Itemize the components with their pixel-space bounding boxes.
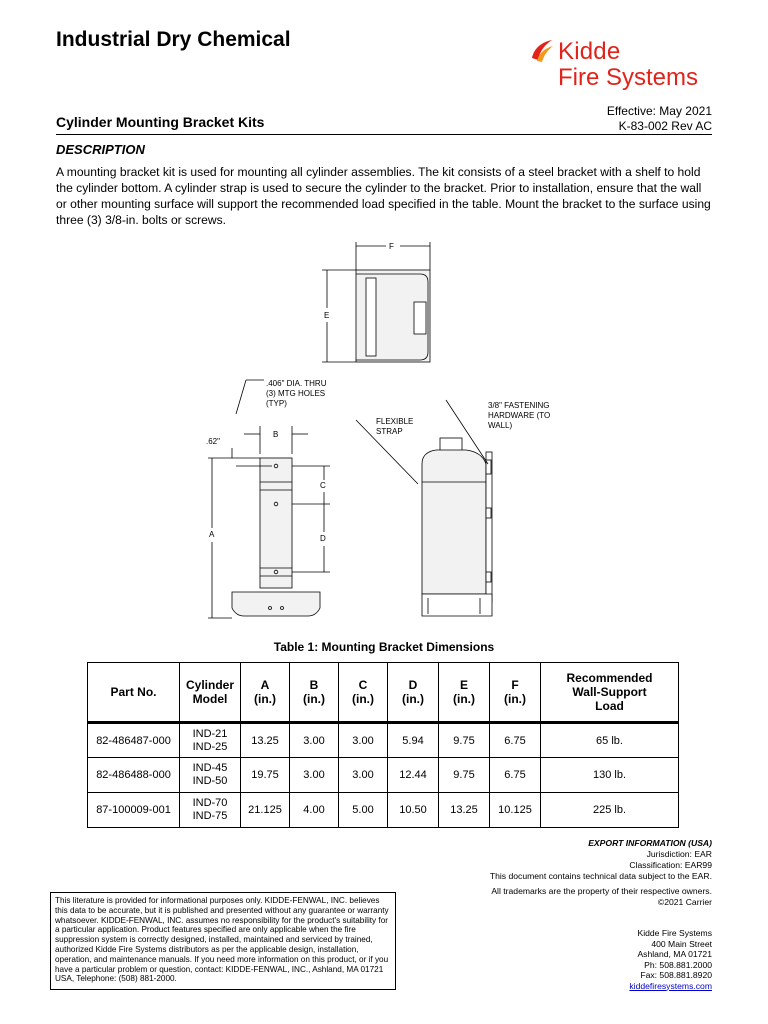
strap-callout-line2: STRAP xyxy=(376,427,403,436)
dim-label-a: A xyxy=(209,530,215,539)
website-link[interactable]: kiddefiresystems.com xyxy=(629,980,712,991)
holes-callout-line3: (TYP) xyxy=(266,399,287,408)
cell-f: 6.75 xyxy=(490,723,541,758)
cell-d: 10.50 xyxy=(388,793,439,828)
cell-part-no: 82-486488-000 xyxy=(88,758,180,793)
brand-subname: Fire Systems xyxy=(558,64,699,91)
cell-c: 3.00 xyxy=(339,758,388,793)
cell-b: 4.00 xyxy=(290,793,339,828)
cell-c: 5.00 xyxy=(339,793,388,828)
table-row xyxy=(88,758,679,793)
cell-load: 65 lb. xyxy=(541,723,679,758)
company-name: Kidde Fire Systems xyxy=(637,928,712,938)
cell-f: 6.75 xyxy=(490,758,541,793)
street-address: 400 Main Street xyxy=(651,938,712,949)
dim-label-c: C xyxy=(320,481,326,490)
export-information xyxy=(490,838,712,882)
export-jurisdiction: Jurisdiction: EAR xyxy=(646,849,712,859)
description-text: A mounting bracket kit is used for mounting all cylinder assemblies. The kit consists of a steel bracket with a shelf to hold the cylinder bottom. A cylinder strap is used to secure the cylinder to the bracket. Prior to installation, ensure that the wall or other mounting surface will support the recommended load specified in the table. Mount the bracket to the surface using three (3) 3/8-in. bolts or screws. xyxy=(56,165,711,227)
cell-f: 10.125 xyxy=(490,793,541,828)
cell-d: 12.44 xyxy=(388,758,439,793)
dim-label-d: D xyxy=(320,534,326,543)
dim-label-e: E xyxy=(324,311,330,320)
header-c: C (in.) xyxy=(339,663,388,723)
header-e: E (in.) xyxy=(439,663,490,723)
document-number: K-83-002 Rev AC xyxy=(618,119,712,133)
export-note: This document contains technical data subject to the EAR. xyxy=(489,871,712,881)
export-heading: EXPORT INFORMATION (USA) xyxy=(588,838,712,848)
cell-part-no: 82-486487-000 xyxy=(88,723,180,758)
contact-block xyxy=(629,928,712,991)
cell-c: 3.00 xyxy=(339,723,388,758)
table-caption: Table 1: Mounting Bracket Dimensions xyxy=(273,640,495,654)
cell-load: 225 lb. xyxy=(541,793,679,828)
fastener-callout-line3: WALL) xyxy=(488,421,513,430)
trademark-line: All trademarks are the property of their respective owners. xyxy=(491,886,712,896)
cell-e: 13.25 xyxy=(439,793,490,828)
brand-name: Kidde xyxy=(558,38,621,65)
cell-a: 21.125 xyxy=(241,793,290,828)
cell-b: 3.00 xyxy=(290,723,339,758)
city-address: Ashland, MA 01721 xyxy=(637,949,712,959)
cell-cylinder-model: IND-45 IND-50 xyxy=(180,758,241,793)
fastener-callout-line2: HARDWARE (TO xyxy=(488,411,551,420)
strap-callout-line1: FLEXIBLE xyxy=(376,417,414,426)
header-d: D (in.) xyxy=(388,663,439,723)
bracket-drawing xyxy=(160,232,551,632)
table-row xyxy=(88,793,679,828)
cell-load: 130 lb. xyxy=(541,758,679,793)
cell-b: 3.00 xyxy=(290,758,339,793)
header-b: B (in.) xyxy=(290,663,339,723)
description-heading: DESCRIPTION xyxy=(56,142,145,157)
cell-e: 9.75 xyxy=(439,758,490,793)
cell-cylinder-model: IND-70 IND-75 xyxy=(180,793,241,828)
export-classification: Classification: EAR99 xyxy=(629,860,712,870)
cell-a: 19.75 xyxy=(241,758,290,793)
header-cylinder-model: Cylinder Model xyxy=(180,663,241,723)
dim-label-f: F xyxy=(389,242,394,251)
fastener-callout-line1: 3/8" FASTENING xyxy=(488,401,550,410)
flame-logo-icon xyxy=(528,36,556,66)
cell-e: 9.75 xyxy=(439,723,490,758)
front-view xyxy=(208,380,330,618)
header-f: F (in.) xyxy=(490,663,541,723)
header-a: A (in.) xyxy=(241,663,290,723)
effective-date: Effective: May 2021 xyxy=(606,104,712,118)
cell-part-no: 87-100009-001 xyxy=(88,793,180,828)
kidde-logo xyxy=(528,36,708,92)
disclaimer-box xyxy=(50,892,396,990)
copyright-line: ©2021 Carrier xyxy=(657,897,712,907)
holes-callout-line1: .406" DIA. THRU xyxy=(266,379,327,388)
fax-number: Fax: 508.881.8920 xyxy=(640,970,712,980)
cell-d: 5.94 xyxy=(388,723,439,758)
dim-label-062: .62" xyxy=(206,437,220,446)
dimensions-table xyxy=(87,662,679,828)
document-title: Industrial Dry Chemical xyxy=(56,28,291,51)
document-subtitle: Cylinder Mounting Bracket Kits xyxy=(56,114,265,130)
cell-cylinder-model: IND-21 IND-25 xyxy=(180,723,241,758)
trademark-notice xyxy=(491,886,712,908)
header-recommended-load: Recommended Wall-Support Load xyxy=(541,663,679,723)
table-header-row xyxy=(88,663,679,723)
cell-a: 13.25 xyxy=(241,723,290,758)
table-row xyxy=(88,723,679,758)
header-divider xyxy=(56,134,712,135)
dim-label-b: B xyxy=(273,430,279,439)
holes-callout-line2: (3) MTG HOLES xyxy=(266,389,326,398)
top-view xyxy=(322,242,430,362)
phone-number: Ph: 508.881.2000 xyxy=(644,959,712,970)
header-part-no: Part No. xyxy=(88,663,180,723)
document-meta xyxy=(607,104,712,134)
disclaimer-text: This literature is provided for informational purposes only. KIDDE-FENWAL, INC. believes this data to be accurate, but it is published and presented without any guarantee or warranty whatsoever. KIDDE-FENWAL, INC. assumes no responsibility for the product's suitability for a particular application. Product features specified are only applicable when the fire suppression system is correctly designed, installed, maintained and serviced by trained, authorized Kidde Fire Systems distributors as per the applicable design, installation, operation, and maintenance manuals. If you need more information on this product, or if you have a particular problem or question, contact: KIDDE-FENWAL, INC., Ashland, MA 01721 USA, Telephone: (508) 881-2000. xyxy=(55,896,389,984)
